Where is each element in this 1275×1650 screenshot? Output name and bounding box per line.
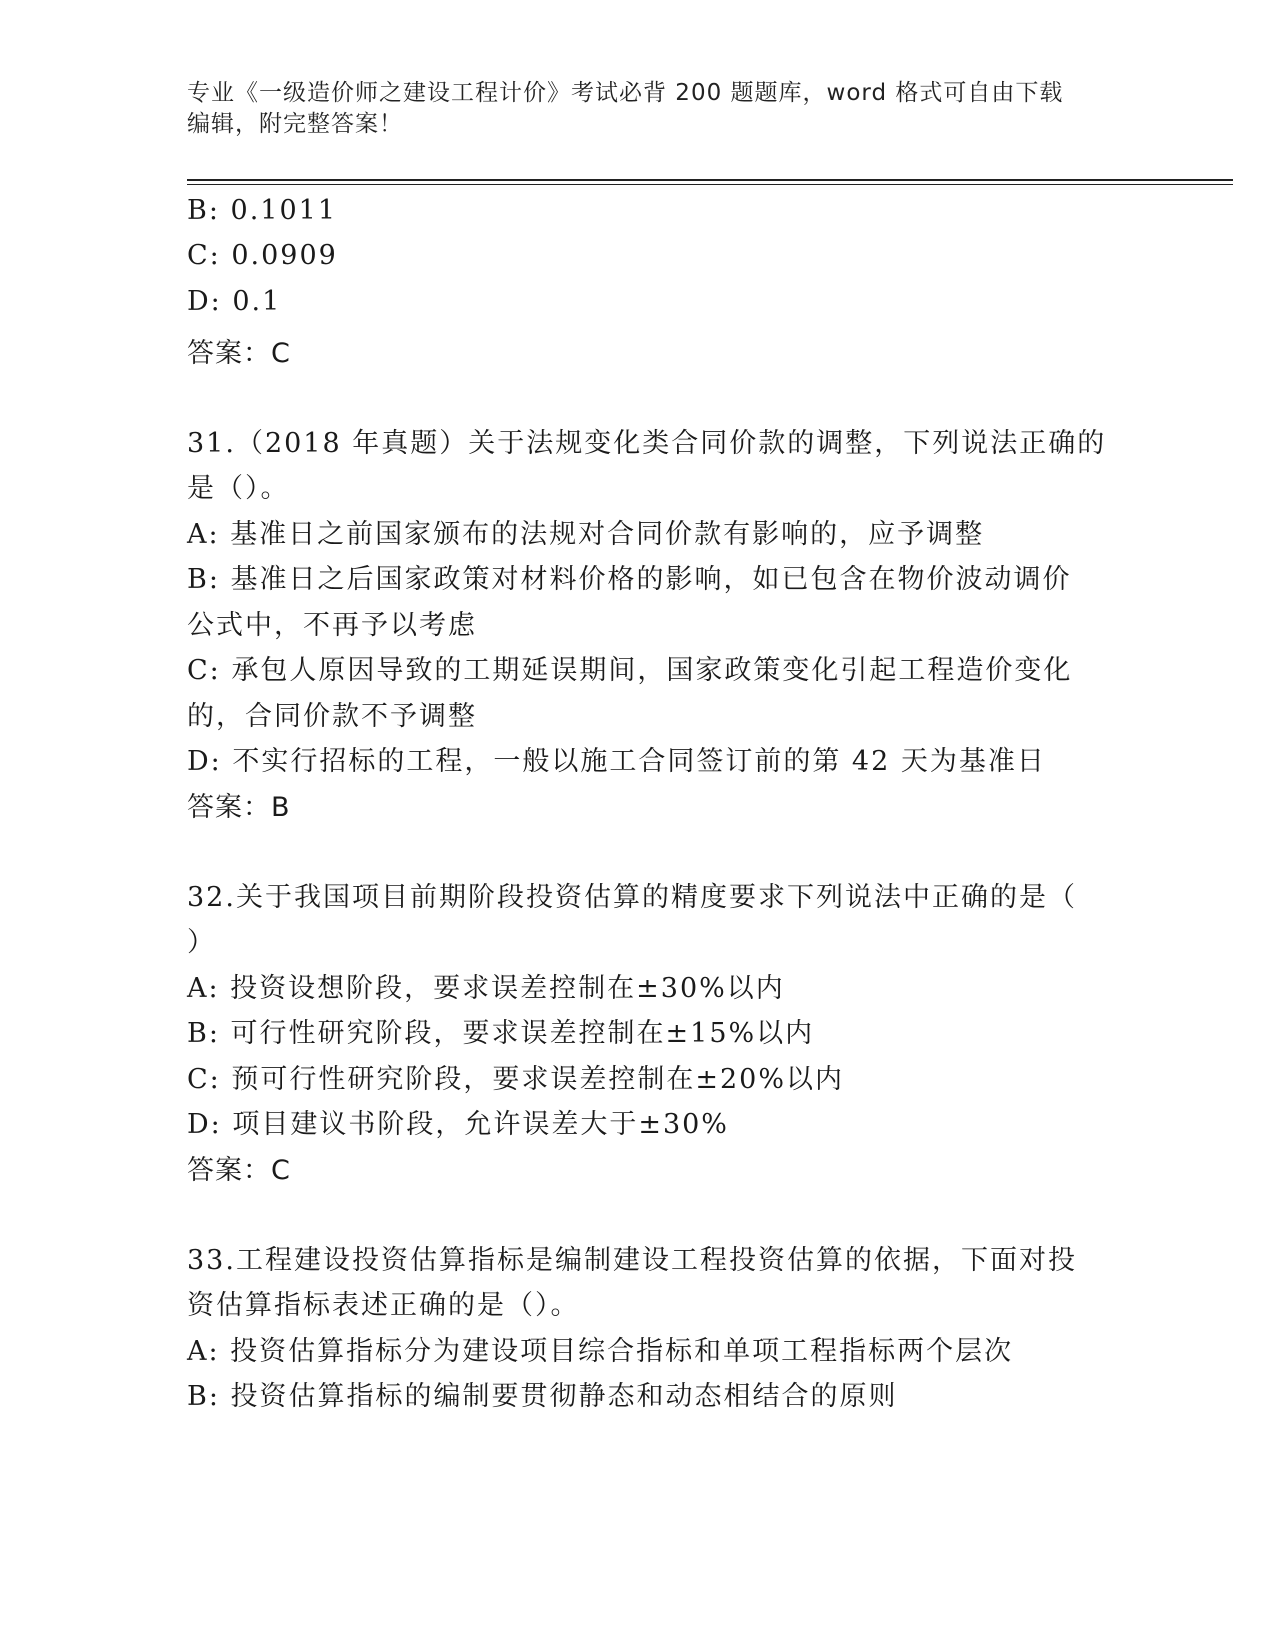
q32-option-d: D: 项目建议书阶段，允许误差大于±30% [187, 1109, 729, 1140]
q31-option-a: A: 基准日之前国家颁布的法规对合同价款有影响的，应予调整 [187, 519, 985, 550]
prev-option-d: D: 0.1 [187, 286, 282, 317]
q32-answer: 答案：C [187, 1155, 291, 1186]
prev-option-c: C: 0.0909 [187, 240, 338, 271]
prev-answer: 答案：C [187, 338, 291, 369]
q32-stem-line-1: 32.关于我国项目前期阶段投资估算的精度要求下列说法中正确的是（ [187, 882, 1077, 913]
q32-stem-line-2: ） [187, 927, 216, 958]
q32-option-b: B: 可行性研究阶段，要求误差控制在±15%以内 [187, 1018, 815, 1049]
header-divider-thin [187, 184, 1233, 185]
q31-stem-line-2: 是（）。 [187, 473, 290, 504]
q32-option-a: A: 投资设想阶段，要求误差控制在±30%以内 [187, 973, 785, 1004]
q33-stem-line-2: 资估算指标表述正确的是（）。 [187, 1290, 580, 1321]
q33-option-b: B: 投资估算指标的编制要贯彻静态和动态相结合的原则 [187, 1381, 898, 1412]
q31-option-b-line-1: B: 基准日之后国家政策对材料价格的影响，如已包含在物价波动调价 [187, 564, 1072, 595]
q31-stem-line-1: 31.（2018 年真题）关于法规变化类合同价款的调整，下列说法正确的 [187, 428, 1107, 459]
q31-option-c-line-2: 的，合同价款不予调整 [187, 701, 477, 732]
q33-stem-line-1: 33.工程建设投资估算指标是编制建设工程投资估算的依据，下面对投 [187, 1245, 1077, 1276]
q33-option-a: A: 投资估算指标分为建设项目综合指标和单项工程指标两个层次 [187, 1336, 1014, 1367]
q31-option-d: D: 不实行招标的工程，一般以施工合同签订前的第 42 天为基准日 [187, 746, 1046, 777]
header-divider [187, 179, 1233, 181]
q32-option-c: C: 预可行性研究阶段，要求误差控制在±20%以内 [187, 1064, 844, 1095]
document-header-line-1: 专业《一级造价师之建设工程计价》考试必背 200 题题库，word 格式可自由下载 [187, 80, 1064, 106]
document-header-line-2: 编辑，附完整答案！ [187, 111, 403, 137]
q31-answer: 答案：B [187, 792, 291, 823]
q31-option-c-line-1: C: 承包人原因导致的工期延误期间，国家政策变化引起工程造价变化 [187, 655, 1073, 686]
prev-option-b: B: 0.1011 [187, 195, 337, 226]
q31-option-b-line-2: 公式中，不再予以考虑 [187, 610, 477, 641]
